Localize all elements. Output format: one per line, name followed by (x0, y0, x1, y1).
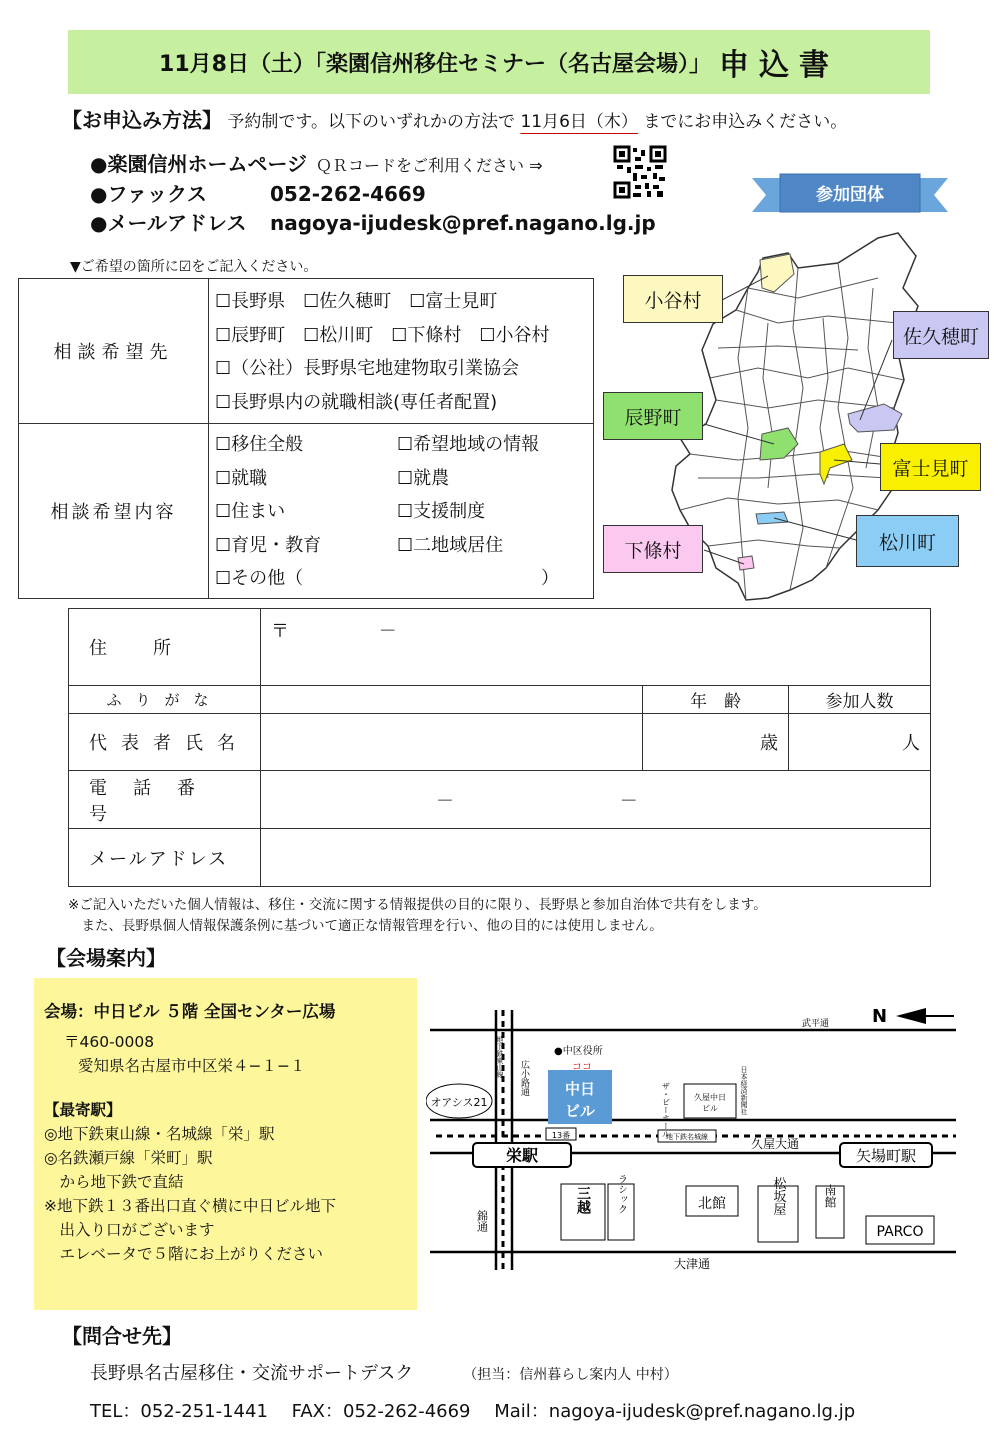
building-lachic: ラシック (615, 1174, 627, 1214)
postal-dash: － (378, 621, 397, 642)
channel-web-value: ＱＲコードをご利用ください ⇒ (316, 156, 543, 175)
channel-mail-value[interactable]: nagoya-ijudesk@pref.nagano.lg.jp (270, 211, 656, 235)
application-method (62, 104, 847, 133)
consult-content-label: 相談希望内容 (19, 424, 209, 599)
muni-tag-tatsuno: 辰野町 (603, 392, 703, 440)
privacy-notice (68, 895, 767, 937)
title-suffix: 申込書 (718, 48, 839, 83)
road-hirokoji: 広小路通 (519, 1060, 529, 1096)
content-option[interactable]: ☐移住全般 (215, 434, 304, 455)
furigana-label: ふりがな (69, 686, 261, 714)
station-line: エレベータで５階にお上がりください (44, 1245, 324, 1263)
age-field[interactable] (643, 714, 789, 771)
phone-label: 電話番号 (69, 771, 261, 829)
building-chunichi: 中日ビル (626, 1160, 630, 1161)
privacy-line: ※ご記入いただいた個人情報は、移住・交流に関する情報提供の目的に限り、長野県と参加自治体で共有をします。 (68, 897, 767, 913)
name-field[interactable] (261, 714, 643, 771)
banner-text: 参加団体 (816, 185, 884, 205)
content-option[interactable]: ☐支援制度 (397, 501, 486, 522)
venue-map (426, 1000, 960, 1282)
phone-dash: － (619, 790, 638, 812)
address-label: 住 所 (69, 609, 261, 686)
content-option[interactable]: ☐育児・教育 (215, 534, 322, 556)
venue-info (34, 978, 417, 1310)
name-label: 代表者氏名 (69, 714, 261, 771)
venue-postal: 〒460-0008 (64, 1033, 155, 1051)
station-line: ◎地下鉄東山線・名城線「栄」駅 (44, 1125, 275, 1143)
mark-ward-office: ●中区役所 (554, 1046, 603, 1057)
other-option[interactable]: ☐その他（ (215, 568, 304, 589)
content-option[interactable]: ☐就農 (397, 467, 450, 489)
contact-fax[interactable]: FAX：052-262-4669 (291, 1401, 471, 1422)
station-line: 出入り口がございます (44, 1221, 215, 1239)
contact-section (62, 1320, 855, 1435)
privacy-line: また、長野県個人情報保護条例に基づいて適正な情報管理を行い、他の目的には使用しません。 (68, 918, 663, 934)
phone-field[interactable] (261, 771, 931, 829)
title-main: 11月8日（土）「楽園信州移住セミナー（名古屋会場）」 (159, 51, 711, 77)
building-beer-hall: ザ・ビーホール (661, 1082, 671, 1138)
contact-mail[interactable]: Mail：nagoya-ijudesk@pref.nagano.lg.jp (494, 1401, 856, 1422)
road-nishiki: 錦通 (475, 1210, 489, 1232)
qr-code-icon[interactable] (613, 145, 667, 199)
count-field[interactable] (789, 714, 931, 771)
svg-text:ビル: ビル (702, 1104, 718, 1113)
channel-list (90, 150, 656, 238)
phone-dash: － (436, 790, 454, 812)
muni-tag-fujimi: 富士見町 (880, 443, 981, 491)
furigana-field[interactable] (261, 686, 643, 714)
channel-mail-label: ●メールアドレス (90, 211, 247, 235)
muni-tag-sakuho: 佐久穂町 (893, 311, 989, 359)
svg-text:久屋中日: 久屋中日 (694, 1093, 726, 1102)
station-yabacho: 矢場町駅 (855, 1147, 917, 1165)
station-line: ◎名鉄瀬戸線「栄町」駅 (44, 1149, 213, 1167)
content-option[interactable]: ☐就職 (215, 467, 268, 489)
check-note: ▼ご希望の箇所に☑をご記入ください。 (70, 259, 318, 275)
building-matsuzakaya: 松坂屋 (770, 1176, 786, 1216)
age-unit: 歳 (760, 733, 778, 754)
contact-heading: 【問合せ先】 (62, 1324, 182, 1348)
north-arrow-icon (896, 1008, 926, 1024)
station-line: から地下鉄で直結 (44, 1173, 184, 1191)
channel-fax-value: 052-262-4669 (270, 182, 426, 206)
postal-mark: 〒 (271, 621, 289, 642)
deadline: 11月6日（木） (520, 112, 638, 132)
applicant-form (68, 608, 931, 887)
contact-org: 長野県名古屋移住・交流サポートデスク (90, 1363, 414, 1384)
road-buhei: 武平通 (802, 1019, 830, 1029)
email-field[interactable] (261, 829, 931, 887)
contact-tel[interactable]: TEL：052-251-1441 (90, 1401, 268, 1422)
road-otsu: 大津通 (674, 1257, 711, 1271)
contact-staff: （担当：信州暮らし案内人 中村） (463, 1367, 678, 1383)
count-unit: 人 (902, 733, 920, 754)
method-heading: 【お申込み方法】 (62, 108, 222, 132)
building-kitakan: 北館 (698, 1196, 726, 1212)
method-text-after: までにお申込みください。 (643, 112, 848, 132)
station-sakae: 栄駅 (505, 1146, 539, 1165)
line-meijo: 地下鉄東山線 (496, 1036, 504, 1078)
mark-exit-13: 13番 (551, 1131, 571, 1140)
count-label: 参加人数 (789, 686, 931, 714)
building-minamikan: 南館 (823, 1184, 837, 1208)
other-close: ） (541, 568, 559, 589)
content-option[interactable]: ☐希望地域の情報 (397, 434, 540, 455)
mark-here: ココ (572, 1062, 592, 1073)
building-mitsukoshi: 三越 (575, 1186, 591, 1214)
svg-text:中日: 中日 (564, 1080, 596, 1098)
building-nikkei: 日本経済新聞社 (740, 1066, 748, 1115)
building-parco: PARCO (876, 1224, 924, 1240)
svg-text:ビル: ビル (564, 1102, 596, 1120)
consult-dest-label: 相談希望先 (19, 279, 209, 424)
channel-web-label: ●楽園信州ホームページ (90, 152, 308, 176)
road-hisaya: 久屋大通 (751, 1137, 800, 1151)
venue-place: 会場：中日ビル ５階 全国センター広場 (44, 1002, 336, 1021)
method-text-before: 予約制です。以下のいずれかの方法で (227, 112, 516, 132)
station-line: ※地下鉄１３番出口直ぐ横に中日ビル地下 (44, 1197, 336, 1215)
page-title (68, 30, 930, 94)
participants-banner (752, 172, 948, 220)
venue-address: 愛知県名古屋市中区栄４−１−１ (78, 1057, 306, 1075)
address-field[interactable] (261, 609, 931, 686)
consult-table (18, 278, 594, 599)
dest-option-row[interactable]: ☐長野県 ☐佐久穂町 ☐富士見町 (215, 291, 498, 312)
muni-tag-otari: 小谷村 (623, 275, 723, 323)
dest-option-row[interactable]: ☐（公社）長野県宅地建物取引業協会 (215, 358, 520, 379)
muni-tag-shimojo: 下條村 (603, 525, 703, 573)
building-oasis21: オアシス21 (430, 1096, 488, 1109)
email-label: メールアドレス (69, 829, 261, 887)
line-subway-label: 地下鉄名城線 (666, 1133, 708, 1141)
venue-heading: 【会場案内】 (46, 946, 166, 970)
north-mark: N (872, 1006, 888, 1027)
station-heading: 【最寄駅】 (44, 1101, 122, 1119)
muni-tag-matsukawa: 松川町 (856, 515, 959, 567)
channel-fax-label: ●ファックス (90, 182, 207, 206)
dest-option-row[interactable]: ☐辰野町 ☐松川町 ☐下條村 ☐小谷村 (215, 324, 550, 346)
content-option[interactable]: ☐住まい (215, 501, 286, 522)
content-option[interactable]: ☐二地域居住 (397, 534, 504, 556)
age-label: 年 齢 (643, 686, 789, 714)
dest-option-row[interactable]: ☐長野県内の就職相談(専任者配置) (215, 391, 498, 413)
